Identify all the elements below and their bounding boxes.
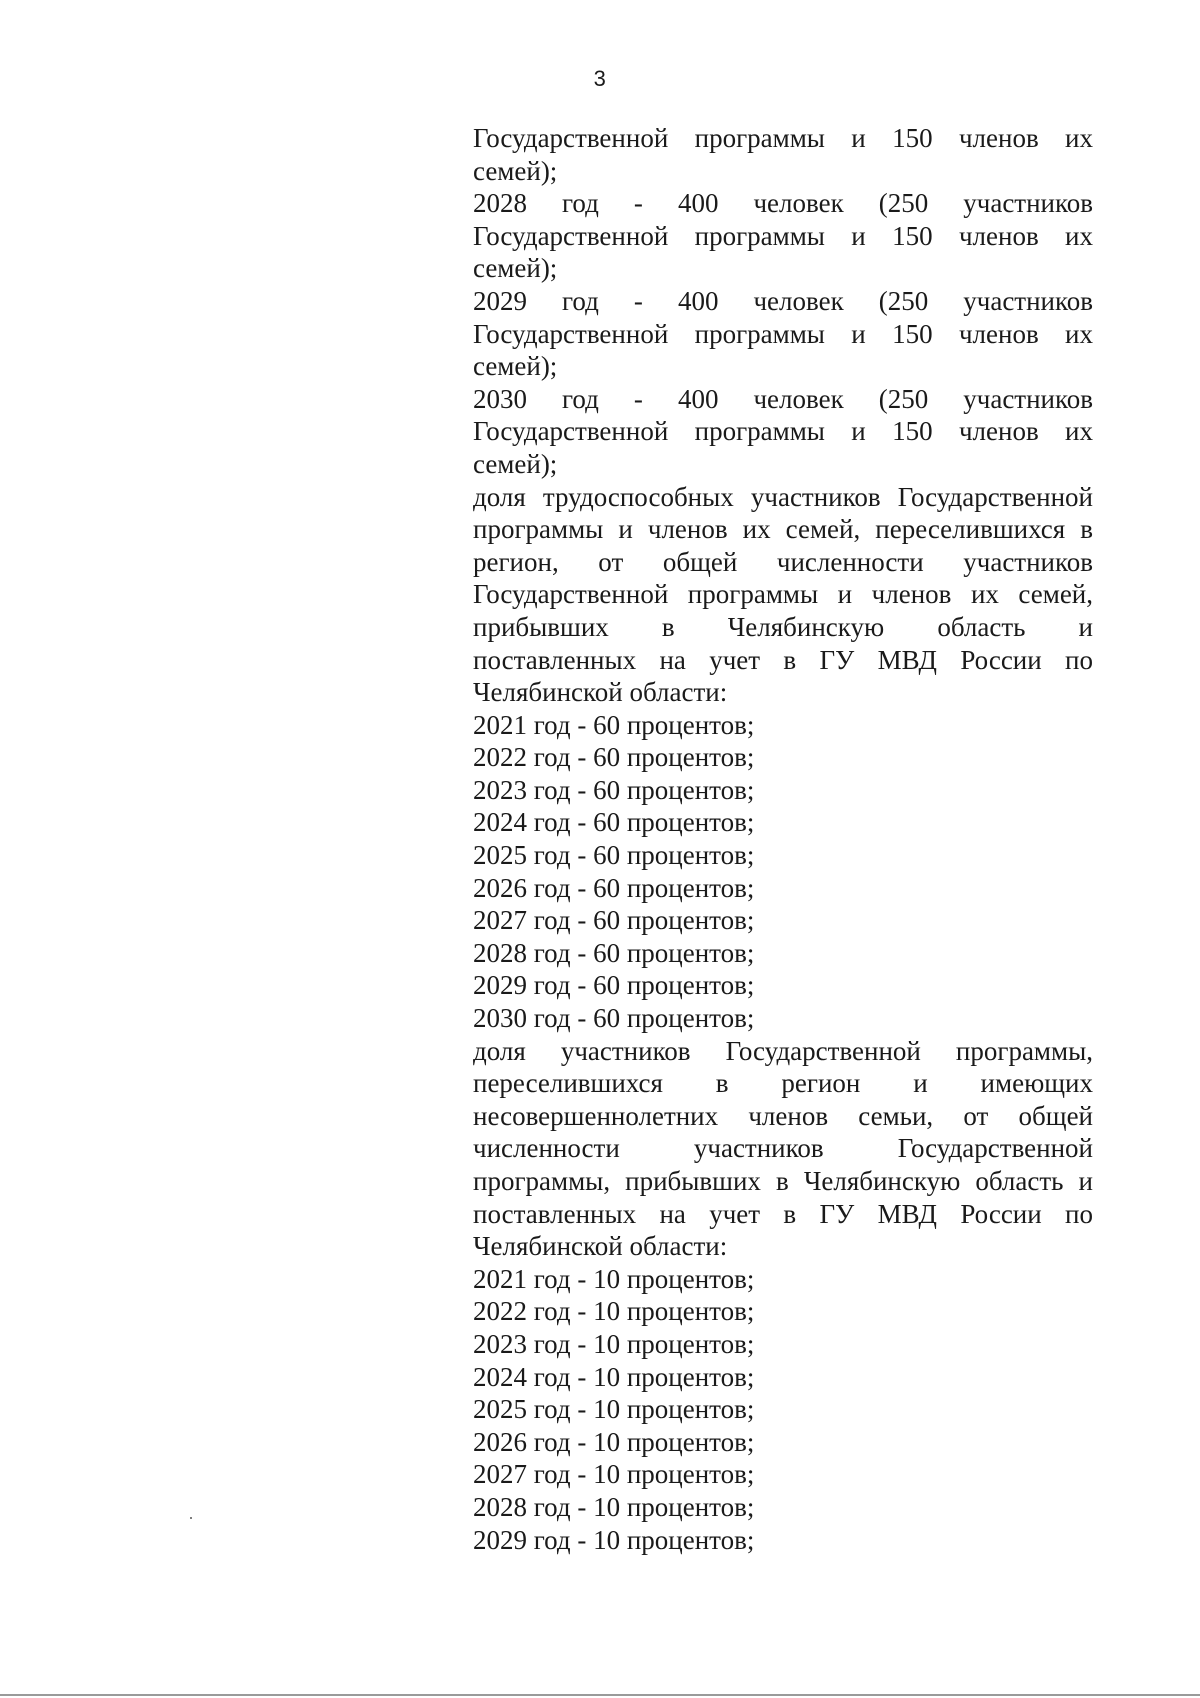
text-line: 2025 год - 60 процентов;	[473, 840, 755, 871]
text-line: 2021 год - 10 процентов;	[473, 1263, 755, 1294]
text-line: Государственной программы и 150 членов их	[473, 416, 1093, 447]
page-number: 3	[593, 66, 607, 91]
text-line: 2024 год - 60 процентов;	[473, 807, 755, 838]
text-line: 2024 год - 10 процентов;	[473, 1361, 755, 1392]
text-line: семей);	[473, 351, 558, 382]
text-line: 2026 год - 10 процентов;	[473, 1426, 755, 1457]
text-line: численности участников Государственной	[473, 1133, 1093, 1164]
text-line: 2023 год - 10 процентов;	[473, 1328, 755, 1359]
text-line: доля трудоспособных участников Государственной	[473, 481, 1093, 512]
text-line: 2030 год - 60 процентов;	[473, 1003, 755, 1034]
text-line: Государственной программы и членов их семей,	[473, 579, 1093, 610]
text-line: 2029 год - 10 процентов;	[473, 1524, 755, 1555]
page-bottom-edge	[0, 1694, 1200, 1696]
text-line: 2027 год - 10 процентов;	[473, 1459, 755, 1490]
text-line: программы и членов их семей, переселившихся в	[473, 514, 1093, 545]
text-line: 2029 год - 400 человек (250 участников	[473, 285, 1093, 316]
text-line: переселившихся в регион и имеющих	[473, 1068, 1093, 1099]
scan-speck	[190, 1517, 192, 1519]
text-line: 2021 год - 60 процентов;	[473, 709, 755, 740]
text-line: 2023 год - 60 процентов;	[473, 774, 755, 805]
text-line: 2029 год - 60 процентов;	[473, 970, 755, 1001]
text-line: прибывших в Челябинскую область и	[473, 611, 1093, 642]
text-line: семей);	[473, 155, 558, 186]
text-line: доля участников Государственной программы,	[473, 1035, 1093, 1066]
text-line: 2022 год - 60 процентов;	[473, 742, 755, 773]
text-line: 2030 год - 400 человек (250 участников	[473, 383, 1093, 414]
text-line: 2022 год - 10 процентов;	[473, 1296, 755, 1327]
text-line: 2028 год - 10 процентов;	[473, 1491, 755, 1522]
text-line: Государственной программы и 150 членов их	[473, 220, 1093, 251]
text-line: 2027 год - 60 процентов;	[473, 905, 755, 936]
text-line: семей);	[473, 253, 558, 284]
text-line: 2028 год - 60 процентов;	[473, 937, 755, 968]
text-line: Челябинской области:	[473, 1231, 728, 1262]
text-line: регион, от общей численности участников	[473, 546, 1093, 577]
text-line: 2028 год - 400 человек (250 участников	[473, 188, 1093, 219]
text-line: несовершеннолетних членов семьи, от общей	[473, 1100, 1093, 1131]
text-line: 2026 год - 60 процентов;	[473, 872, 755, 903]
text-line: программы, прибывших в Челябинскую область и	[473, 1166, 1093, 1196]
text-line: поставленных на учет в ГУ МВД России по	[473, 644, 1093, 675]
text-line: Челябинской области:	[473, 677, 728, 708]
text-line: поставленных на учет в ГУ МВД России по	[473, 1198, 1093, 1229]
text-line: 2025 год - 10 процентов;	[473, 1394, 755, 1425]
text-line: Государственной программы и 150 членов их	[473, 123, 1093, 153]
text-line: Государственной программы и 150 членов их	[473, 318, 1093, 349]
document-body	[473, 122, 1093, 1556]
text-line: семей);	[473, 448, 558, 479]
